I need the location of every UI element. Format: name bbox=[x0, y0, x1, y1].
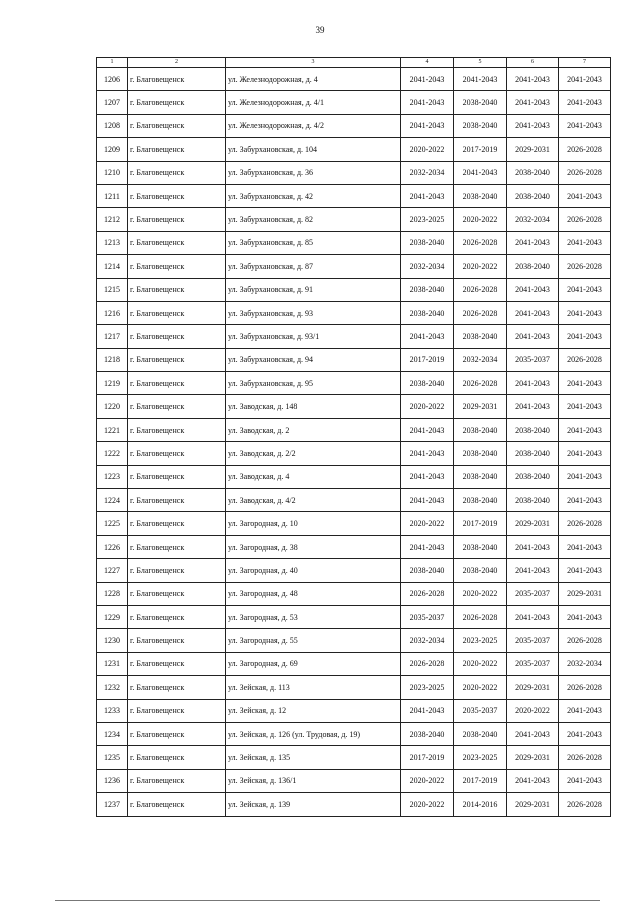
period-cell: 2041-2043 bbox=[401, 91, 454, 114]
table-row bbox=[97, 769, 611, 792]
period-cell: 2020-2022 bbox=[454, 652, 507, 675]
period-cell: 2041-2043 bbox=[507, 769, 559, 792]
period-cell: 2041-2043 bbox=[559, 114, 611, 137]
period-cell: 2032-2034 bbox=[401, 629, 454, 652]
table-row bbox=[97, 652, 611, 675]
period-cell: 2023-2025 bbox=[401, 676, 454, 699]
period-cell: 2038-2040 bbox=[401, 722, 454, 745]
column-number: 3 bbox=[226, 58, 401, 68]
row-number: 1217 bbox=[97, 325, 128, 348]
column-number-row bbox=[97, 58, 611, 68]
period-cell: 2041-2043 bbox=[559, 489, 611, 512]
city-cell: г. Благовещенск bbox=[128, 208, 226, 231]
period-cell: 2041-2043 bbox=[559, 559, 611, 582]
period-cell: 2041-2043 bbox=[559, 231, 611, 254]
period-cell: 2029-2031 bbox=[454, 395, 507, 418]
table-row bbox=[97, 605, 611, 628]
period-cell: 2041-2043 bbox=[559, 442, 611, 465]
table-row bbox=[97, 255, 611, 278]
row-number: 1221 bbox=[97, 418, 128, 441]
period-cell: 2038-2040 bbox=[454, 91, 507, 114]
row-number: 1213 bbox=[97, 231, 128, 254]
address-cell: ул. Железнодорожная, д. 4/2 bbox=[226, 114, 401, 137]
period-cell: 2041-2043 bbox=[559, 301, 611, 324]
table-row bbox=[97, 418, 611, 441]
table-row bbox=[97, 629, 611, 652]
row-number: 1215 bbox=[97, 278, 128, 301]
table-row bbox=[97, 465, 611, 488]
table-body bbox=[97, 68, 611, 817]
city-cell: г. Благовещенск bbox=[128, 769, 226, 792]
table-row bbox=[97, 325, 611, 348]
period-cell: 2041-2043 bbox=[507, 114, 559, 137]
city-cell: г. Благовещенск bbox=[128, 535, 226, 558]
table-row bbox=[97, 301, 611, 324]
period-cell: 2041-2043 bbox=[401, 442, 454, 465]
address-cell: ул. Зейская, д. 139 bbox=[226, 793, 401, 816]
period-cell: 2026-2028 bbox=[559, 138, 611, 161]
period-cell: 2026-2028 bbox=[454, 301, 507, 324]
column-number: 1 bbox=[97, 58, 128, 68]
period-cell: 2017-2019 bbox=[401, 746, 454, 769]
period-cell: 2041-2043 bbox=[559, 699, 611, 722]
city-cell: г. Благовещенск bbox=[128, 793, 226, 816]
period-cell: 2041-2043 bbox=[559, 769, 611, 792]
period-cell: 2041-2043 bbox=[454, 68, 507, 91]
period-cell: 2041-2043 bbox=[559, 68, 611, 91]
period-cell: 2029-2031 bbox=[559, 582, 611, 605]
row-number: 1225 bbox=[97, 512, 128, 535]
period-cell: 2020-2022 bbox=[454, 582, 507, 605]
period-cell: 2032-2034 bbox=[454, 348, 507, 371]
city-cell: г. Благовещенск bbox=[128, 138, 226, 161]
row-number: 1214 bbox=[97, 255, 128, 278]
period-cell: 2038-2040 bbox=[454, 418, 507, 441]
row-number: 1209 bbox=[97, 138, 128, 161]
period-cell: 2041-2043 bbox=[559, 722, 611, 745]
period-cell: 2026-2028 bbox=[454, 605, 507, 628]
period-cell: 2041-2043 bbox=[401, 114, 454, 137]
city-cell: г. Благовещенск bbox=[128, 255, 226, 278]
city-cell: г. Благовещенск bbox=[128, 231, 226, 254]
row-number: 1220 bbox=[97, 395, 128, 418]
table-row bbox=[97, 348, 611, 371]
period-cell: 2041-2043 bbox=[559, 418, 611, 441]
period-cell: 2038-2040 bbox=[507, 465, 559, 488]
period-cell: 2041-2043 bbox=[507, 301, 559, 324]
period-cell: 2032-2034 bbox=[507, 208, 559, 231]
period-cell: 2026-2028 bbox=[559, 512, 611, 535]
address-cell: ул. Железнодорожная, д. 4 bbox=[226, 68, 401, 91]
address-cell: ул. Загородная, д. 10 bbox=[226, 512, 401, 535]
address-cell: ул. Зейская, д. 12 bbox=[226, 699, 401, 722]
address-cell: ул. Забурхановская, д. 93/1 bbox=[226, 325, 401, 348]
row-number: 1228 bbox=[97, 582, 128, 605]
row-number: 1212 bbox=[97, 208, 128, 231]
period-cell: 2020-2022 bbox=[454, 676, 507, 699]
period-cell: 2041-2043 bbox=[507, 325, 559, 348]
period-cell: 2035-2037 bbox=[401, 605, 454, 628]
address-cell: ул. Загородная, д. 48 bbox=[226, 582, 401, 605]
row-number: 1218 bbox=[97, 348, 128, 371]
period-cell: 2035-2037 bbox=[507, 582, 559, 605]
address-cell: ул. Заводская, д. 148 bbox=[226, 395, 401, 418]
address-cell: ул. Загородная, д. 55 bbox=[226, 629, 401, 652]
period-cell: 2026-2028 bbox=[559, 746, 611, 769]
period-cell: 2041-2043 bbox=[401, 325, 454, 348]
period-cell: 2023-2025 bbox=[401, 208, 454, 231]
row-number: 1219 bbox=[97, 372, 128, 395]
period-cell: 2041-2043 bbox=[401, 699, 454, 722]
address-cell: ул. Зейская, д. 135 bbox=[226, 746, 401, 769]
bottom-rule bbox=[55, 900, 600, 901]
period-cell: 2041-2043 bbox=[559, 605, 611, 628]
city-cell: г. Благовещенск bbox=[128, 161, 226, 184]
address-cell: ул. Зейская, д. 136/1 bbox=[226, 769, 401, 792]
row-number: 1222 bbox=[97, 442, 128, 465]
address-cell: ул. Загородная, д. 69 bbox=[226, 652, 401, 675]
row-number: 1232 bbox=[97, 676, 128, 699]
period-cell: 2020-2022 bbox=[401, 512, 454, 535]
row-number: 1208 bbox=[97, 114, 128, 137]
address-cell: ул. Забурхановская, д. 87 bbox=[226, 255, 401, 278]
table-row bbox=[97, 395, 611, 418]
period-cell: 2020-2022 bbox=[454, 208, 507, 231]
period-cell: 2041-2043 bbox=[401, 68, 454, 91]
period-cell: 2035-2037 bbox=[507, 629, 559, 652]
city-cell: г. Благовещенск bbox=[128, 629, 226, 652]
period-cell: 2038-2040 bbox=[507, 161, 559, 184]
period-cell: 2020-2022 bbox=[401, 769, 454, 792]
period-cell: 2026-2028 bbox=[559, 629, 611, 652]
period-cell: 2038-2040 bbox=[454, 465, 507, 488]
table-row bbox=[97, 793, 611, 816]
period-cell: 2023-2025 bbox=[454, 746, 507, 769]
period-cell: 2038-2040 bbox=[454, 722, 507, 745]
city-cell: г. Благовещенск bbox=[128, 676, 226, 699]
period-cell: 2041-2043 bbox=[401, 418, 454, 441]
row-number: 1223 bbox=[97, 465, 128, 488]
city-cell: г. Благовещенск bbox=[128, 582, 226, 605]
table-row bbox=[97, 722, 611, 745]
city-cell: г. Благовещенск bbox=[128, 512, 226, 535]
address-cell: ул. Забурхановская, д. 85 bbox=[226, 231, 401, 254]
period-cell: 2041-2043 bbox=[559, 325, 611, 348]
period-cell: 2020-2022 bbox=[401, 793, 454, 816]
table-row bbox=[97, 699, 611, 722]
table-row bbox=[97, 91, 611, 114]
period-cell: 2035-2037 bbox=[507, 348, 559, 371]
period-cell: 2038-2040 bbox=[454, 489, 507, 512]
row-number: 1211 bbox=[97, 184, 128, 207]
city-cell: г. Благовещенск bbox=[128, 465, 226, 488]
period-cell: 2038-2040 bbox=[401, 231, 454, 254]
period-cell: 2041-2043 bbox=[559, 184, 611, 207]
period-cell: 2041-2043 bbox=[507, 395, 559, 418]
period-cell: 2038-2040 bbox=[507, 418, 559, 441]
period-cell: 2020-2022 bbox=[401, 395, 454, 418]
period-cell: 2041-2043 bbox=[401, 535, 454, 558]
city-cell: г. Благовещенск bbox=[128, 278, 226, 301]
period-cell: 2041-2043 bbox=[507, 91, 559, 114]
table-row bbox=[97, 138, 611, 161]
period-cell: 2038-2040 bbox=[454, 325, 507, 348]
row-number: 1226 bbox=[97, 535, 128, 558]
address-cell: ул. Забурхановская, д. 36 bbox=[226, 161, 401, 184]
column-number: 4 bbox=[401, 58, 454, 68]
address-cell: ул. Загородная, д. 40 bbox=[226, 559, 401, 582]
table-row bbox=[97, 68, 611, 91]
table-row bbox=[97, 372, 611, 395]
row-number: 1206 bbox=[97, 68, 128, 91]
row-number: 1234 bbox=[97, 722, 128, 745]
period-cell: 2041-2043 bbox=[507, 535, 559, 558]
period-cell: 2041-2043 bbox=[559, 372, 611, 395]
period-cell: 2029-2031 bbox=[507, 793, 559, 816]
row-number: 1227 bbox=[97, 559, 128, 582]
period-cell: 2038-2040 bbox=[401, 372, 454, 395]
period-cell: 2026-2028 bbox=[401, 652, 454, 675]
period-cell: 2041-2043 bbox=[559, 91, 611, 114]
address-cell: ул. Заводская, д. 2 bbox=[226, 418, 401, 441]
period-cell: 2017-2019 bbox=[454, 769, 507, 792]
column-number: 5 bbox=[454, 58, 507, 68]
city-cell: г. Благовещенск bbox=[128, 605, 226, 628]
row-number: 1229 bbox=[97, 605, 128, 628]
table-row bbox=[97, 489, 611, 512]
period-cell: 2041-2043 bbox=[507, 605, 559, 628]
address-cell: ул. Забурхановская, д. 93 bbox=[226, 301, 401, 324]
period-cell: 2029-2031 bbox=[507, 138, 559, 161]
row-number: 1233 bbox=[97, 699, 128, 722]
address-cell: ул. Забурхановская, д. 42 bbox=[226, 184, 401, 207]
period-cell: 2017-2019 bbox=[401, 348, 454, 371]
city-cell: г. Благовещенск bbox=[128, 372, 226, 395]
row-number: 1210 bbox=[97, 161, 128, 184]
period-cell: 2023-2025 bbox=[454, 629, 507, 652]
row-number: 1231 bbox=[97, 652, 128, 675]
period-cell: 2038-2040 bbox=[401, 278, 454, 301]
period-cell: 2029-2031 bbox=[507, 676, 559, 699]
period-cell: 2038-2040 bbox=[454, 535, 507, 558]
period-cell: 2038-2040 bbox=[454, 442, 507, 465]
table-row bbox=[97, 512, 611, 535]
address-cell: ул. Забурхановская, д. 82 bbox=[226, 208, 401, 231]
period-cell: 2020-2022 bbox=[454, 255, 507, 278]
table-row bbox=[97, 442, 611, 465]
city-cell: г. Благовещенск bbox=[128, 91, 226, 114]
city-cell: г. Благовещенск bbox=[128, 114, 226, 137]
period-cell: 2041-2043 bbox=[507, 372, 559, 395]
row-number: 1230 bbox=[97, 629, 128, 652]
period-cell: 2026-2028 bbox=[401, 582, 454, 605]
city-cell: г. Благовещенск bbox=[128, 699, 226, 722]
period-cell: 2038-2040 bbox=[401, 301, 454, 324]
period-cell: 2041-2043 bbox=[401, 465, 454, 488]
city-cell: г. Благовещенск bbox=[128, 395, 226, 418]
table-row bbox=[97, 231, 611, 254]
period-cell: 2029-2031 bbox=[507, 512, 559, 535]
period-cell: 2014-2016 bbox=[454, 793, 507, 816]
period-cell: 2038-2040 bbox=[401, 559, 454, 582]
column-number: 6 bbox=[507, 58, 559, 68]
period-cell: 2041-2043 bbox=[507, 559, 559, 582]
period-cell: 2038-2040 bbox=[507, 489, 559, 512]
table-row bbox=[97, 161, 611, 184]
period-cell: 2026-2028 bbox=[559, 793, 611, 816]
period-cell: 2041-2043 bbox=[507, 68, 559, 91]
period-cell: 2020-2022 bbox=[401, 138, 454, 161]
table-row bbox=[97, 184, 611, 207]
period-cell: 2026-2028 bbox=[559, 676, 611, 699]
column-number: 7 bbox=[559, 58, 611, 68]
city-cell: г. Благовещенск bbox=[128, 348, 226, 371]
city-cell: г. Благовещенск bbox=[128, 418, 226, 441]
table-row bbox=[97, 559, 611, 582]
city-cell: г. Благовещенск bbox=[128, 68, 226, 91]
table-row bbox=[97, 535, 611, 558]
table-row bbox=[97, 208, 611, 231]
schedule-table bbox=[96, 57, 611, 817]
row-number: 1236 bbox=[97, 769, 128, 792]
period-cell: 2032-2034 bbox=[401, 255, 454, 278]
address-cell: ул. Забурхановская, д. 94 bbox=[226, 348, 401, 371]
period-cell: 2026-2028 bbox=[559, 255, 611, 278]
period-cell: 2032-2034 bbox=[559, 652, 611, 675]
table-row bbox=[97, 114, 611, 137]
period-cell: 2041-2043 bbox=[559, 395, 611, 418]
address-cell: ул. Забурхановская, д. 91 bbox=[226, 278, 401, 301]
period-cell: 2038-2040 bbox=[454, 559, 507, 582]
period-cell: 2026-2028 bbox=[454, 278, 507, 301]
period-cell: 2026-2028 bbox=[559, 208, 611, 231]
period-cell: 2038-2040 bbox=[454, 184, 507, 207]
period-cell: 2041-2043 bbox=[559, 465, 611, 488]
address-cell: ул. Заводская, д. 4/2 bbox=[226, 489, 401, 512]
period-cell: 2041-2043 bbox=[507, 722, 559, 745]
address-cell: ул. Зейская, д. 113 bbox=[226, 676, 401, 699]
period-cell: 2032-2034 bbox=[401, 161, 454, 184]
period-cell: 2038-2040 bbox=[507, 255, 559, 278]
period-cell: 2017-2019 bbox=[454, 138, 507, 161]
row-number: 1224 bbox=[97, 489, 128, 512]
address-cell: ул. Загородная, д. 38 bbox=[226, 535, 401, 558]
city-cell: г. Благовещенск bbox=[128, 722, 226, 745]
period-cell: 2035-2037 bbox=[454, 699, 507, 722]
row-number: 1235 bbox=[97, 746, 128, 769]
period-cell: 2017-2019 bbox=[454, 512, 507, 535]
table-row bbox=[97, 746, 611, 769]
period-cell: 2041-2043 bbox=[559, 535, 611, 558]
period-cell: 2041-2043 bbox=[507, 278, 559, 301]
address-cell: ул. Заводская, д. 4 bbox=[226, 465, 401, 488]
address-cell: ул. Загородная, д. 53 bbox=[226, 605, 401, 628]
period-cell: 2041-2043 bbox=[507, 231, 559, 254]
period-cell: 2026-2028 bbox=[454, 231, 507, 254]
period-cell: 2026-2028 bbox=[559, 348, 611, 371]
period-cell: 2035-2037 bbox=[507, 652, 559, 675]
period-cell: 2038-2040 bbox=[454, 114, 507, 137]
period-cell: 2026-2028 bbox=[454, 372, 507, 395]
period-cell: 2041-2043 bbox=[401, 489, 454, 512]
address-cell: ул. Зейская, д. 126 (ул. Трудовая, д. 19) bbox=[226, 722, 401, 745]
city-cell: г. Благовещенск bbox=[128, 746, 226, 769]
city-cell: г. Благовещенск bbox=[128, 489, 226, 512]
column-number: 2 bbox=[128, 58, 226, 68]
page-number: 39 bbox=[315, 25, 325, 35]
city-cell: г. Благовещенск bbox=[128, 652, 226, 675]
period-cell: 2041-2043 bbox=[559, 278, 611, 301]
address-cell: ул. Заводская, д. 2/2 bbox=[226, 442, 401, 465]
period-cell: 2041-2043 bbox=[454, 161, 507, 184]
city-cell: г. Благовещенск bbox=[128, 325, 226, 348]
address-cell: ул. Железнодорожная, д. 4/1 bbox=[226, 91, 401, 114]
table-row bbox=[97, 676, 611, 699]
table-row bbox=[97, 582, 611, 605]
address-cell: ул. Забурхановская, д. 104 bbox=[226, 138, 401, 161]
table-row bbox=[97, 278, 611, 301]
period-cell: 2020-2022 bbox=[507, 699, 559, 722]
city-cell: г. Благовещенск bbox=[128, 301, 226, 324]
period-cell: 2038-2040 bbox=[507, 184, 559, 207]
period-cell: 2029-2031 bbox=[507, 746, 559, 769]
period-cell: 2026-2028 bbox=[559, 161, 611, 184]
city-cell: г. Благовещенск bbox=[128, 184, 226, 207]
city-cell: г. Благовещенск bbox=[128, 559, 226, 582]
row-number: 1237 bbox=[97, 793, 128, 816]
city-cell: г. Благовещенск bbox=[128, 442, 226, 465]
period-cell: 2041-2043 bbox=[401, 184, 454, 207]
row-number: 1216 bbox=[97, 301, 128, 324]
address-cell: ул. Забурхановская, д. 95 bbox=[226, 372, 401, 395]
row-number: 1207 bbox=[97, 91, 128, 114]
period-cell: 2038-2040 bbox=[507, 442, 559, 465]
